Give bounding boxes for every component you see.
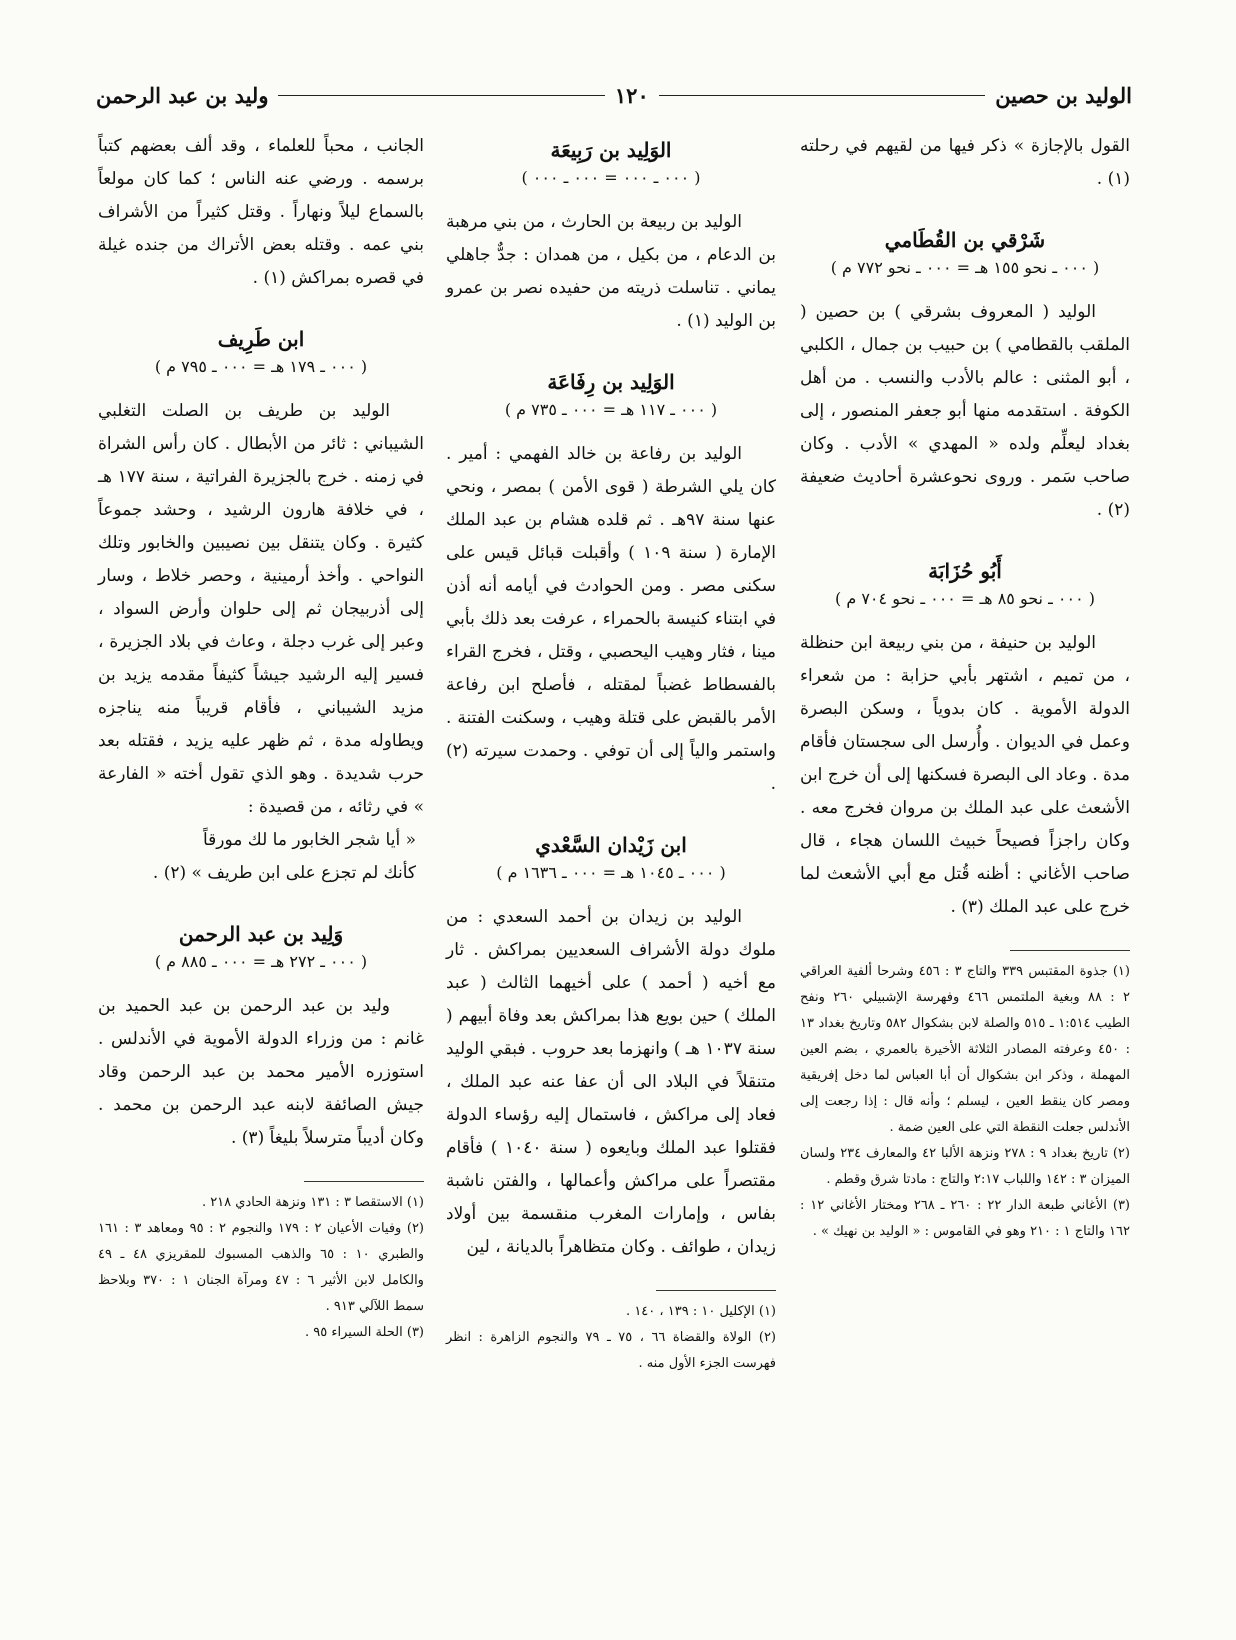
entry-dates: ( ٠٠٠ ـ ٠٠٠ = ٠٠٠ ـ ٠٠٠ ) <box>521 168 701 187</box>
column-left <box>98 130 424 1346</box>
entry-title: شَرْقي بن القُطَامي <box>884 228 1046 252</box>
entry-text: الوليد بن ربيعة بن الحارث ، من بني مرهبة بن الدعام ، من بكيل ، من همدان : جدٌّ جاهلي يماني . تناسلت ذريته من حفيده نصر بن عمرو بن الوليد (١) . <box>446 212 776 331</box>
column-right <box>800 130 1130 1245</box>
running-header <box>96 80 1132 110</box>
footnote: (٢) تاريخ بغداد ٩ : ٢٧٨ ونزهة الألبا ٤٢ والمعارف ٢٣٤ ولسان الميزان ٣ : ١٤٢ واللباب ٢:١٧ والتاج : مادتا شرق وقطم . <box>800 1146 1130 1187</box>
entry-title: الوَلِيد بن رَبِيعَة <box>550 138 672 162</box>
entry-title: ابن زَيْدان السَّعْدي <box>535 833 687 857</box>
poem-verse: « أيا شجر الخابور ما لك مورقاً <box>202 830 416 850</box>
entry-title: ابن طَرِيف <box>217 327 305 351</box>
footnote-separator <box>304 1181 424 1182</box>
entry-dates: ( ٠٠٠ ـ ١١٧ هـ = ٠٠٠ ـ ٧٣٥ م ) <box>504 400 718 419</box>
continuation-text: الجانب ، محباً للعلماء ، وقد ألف بعضهم كتباً برسمه . ورضي عنه الناس ؛ كما كان مولعاً بالسماع ليلاً ونهاراً . وقتل كثيراً من الأشراف بني عمه . وقتله بعض الأتراك من جنده غيلة في قصره بمراكش (١) . <box>98 136 424 288</box>
footnote-separator <box>1010 950 1130 951</box>
footnote-separator <box>656 1290 776 1291</box>
entry-dates: ( ٠٠٠ ـ نحو ٨٥ هـ = ٠٠٠ ـ نحو ٧٠٤ م ) <box>835 589 1095 608</box>
header-rule <box>659 95 985 96</box>
footnote: (٢) الولاة والقضاة ٦٦ ، ٧٥ ـ ٧٩ والنجوم الزاهرة : انظر فهرست الجزء الأول منه . <box>446 1330 776 1371</box>
header-rule <box>278 95 604 96</box>
entry-text: الوليد بن رفاعة بن خالد الفهمي : أمير . كان يلي الشرطة ( قوى الأمن ) بمصر ، ونحي عنها سنة ٩٧هـ . ثم قلده هشام بن عبد الملك الإمارة ( سنة ١٠٩ ) وأقبلت قبائل قيس على سكنى مصر . ومن الحوادث في أيامه أنه أذن في ابتناء كنيسة بالحمراء ، عرفت بعد ذلك بأبي مينا ، فثار وهيب اليحصبي ، وقتل ، فخرج القراء بالفسطاط غضباً لمقتله ، فأصلح ابن رفاعة الأمر بالقبض على قتلة وهيب ، وسكنت الفتنة . واستمر والياً إلى أن توفي . وحمدت سيرته (٢) . <box>446 444 777 794</box>
page-number: ١٢٠ <box>614 82 649 108</box>
footnote: (٢) وفيات الأعيان ٢ : ١٧٩ والنجوم ٢ : ٩٥ ومعاهد ٣ : ١٦١ والطبري ١٠ : ٦٥ والذهب المسبوك للمقريزي ٤٨ ـ ٤٩ والكامل لابن الأثير ٦ : ٤٧ ومرآة الجنان ١ : ٣٧٠ وبلاحظ سمط اللآلي ٩١٣ . <box>98 1221 424 1314</box>
entry-text: الوليد ( المعروف بشرقي ) بن حصين ( الملقب بالقطامي ) بن حبيب بن جمال ، الكلبي ، أبو المثنى : عالم بالأدب والنسب . من أهل الكوفة . استقدمه منها أبو جعفر المنصور ، إلى بغداد ليعلِّم ولده « المهدي » الأدب . وكان صاحب سَمر . وروى نحوعشرة أحاديث ضعيفة (٢) . <box>800 302 1130 520</box>
entry-title: أَبُو حُزَابَة <box>928 559 1002 583</box>
entry-title: الوَلِيد بن رِفَاعَة <box>547 370 675 394</box>
entry-dates: ( ٠٠٠ ـ ١٧٩ هـ = ٠٠٠ ـ ٧٩٥ م ) <box>154 357 368 376</box>
poem-verse: كأنك لم تجزع على ابن طريف » (٢) . <box>152 863 416 883</box>
entry-text: الوليد بن حنيفة ، من بني ربيعة ابن حنظلة ، من تميم ، اشتهر بأبي حزابة : من شعراء الدولة الأموية . كان بدوياً ، وسكن البصرة وعمل في الديوان . وأُرسل الى سجستان فأقام مدة . وعاد الى البصرة فسكنها إلى أن خرج ابن الأشعث على عبد الملك بن مروان فخرج معه . وكان راجزاً فصيحاً خبيث اللسان هجاء ، قال صاحب الأغاني : أظنه قُتل مع أبي الأشعث لما خرج على عبد الملك (٣) . <box>800 633 1130 917</box>
footnote: (١) جذوة المقتبس ٣٣٩ والتاج ٣ : ٤٥٦ وشرحا ألفية العراقي ٢ : ٨٨ وبغية الملتمس ٤٦٦ وفهرسة الإشبيلي ٢٦٠ ونفح الطيب ١:٥١٤ ـ ٥١٥ والصلة لابن بشكوال ٥٨٢ وتاريخ بغداد ١٣ : ٤٥٠ وعرفته المصادر الثلاثة الأخيرة بالعمري ، بضم العين المهملة ، وذكر ابن بشكوال أن أبا العباس لما دخل إفريقية ومصر كان ينقط العين ، ليسلم ؛ وأنه قال : إذا رجعت إلى الأندلس جعلت النقطة التي على العين ضمة . <box>800 964 1131 1135</box>
entry-text: الوليد بن طريف بن الصلت التغلبي الشيباني : ثائر من الأبطال . كان رأس الشراة في زمنه . خرج بالجزيرة الفراتية ، سنة ١٧٧ هـ ، في خلافة هارون الرشيد ، وحشد جموعاً كثيرة . وكان يتنقل بين نصيبين والخابور وتلك النواحي . وأخذ أرمينية ، وحصر خلاط ، وسار إلى أذربيجان ثم إلى حلوان وأرض السواد ، وعبر إلى غرب دجلة ، وعاث في بلاد الجزيرة ، فسير إليه الرشيد جيشاً كثيفاً مقدمه يزيد بن مزيد الشيباني ، فأقام قريباً منه يناجزه ويطاوله مدة ، ثم ظهر عليه يزيد ، فقتله بعد حرب شديدة . وهو الذي تقول أخته « الفارعة » في رثائه ، من قصيدة : <box>98 401 424 817</box>
entry-text: الوليد بن زيدان بن أحمد السعدي : من ملوك دولة الأشراف السعديين بمراكش . ثار مع أخيه ( أحمد ) على أخيهما الثالث ( عبد الملك ) حين بويع هذا بمراكش بعد وفاة أبيهم ( سنة ١٠٣٧ هـ ) وانهزما بعد حروب . فبقي الوليد متنقلاً في البلاد الى أن عفا عنه عبد الملك ، فعاد إلى مراكش ، فاستمال إليه رؤساء الدولة فقتلوا عبد الملك وبايعوه ( سنة ١٠٤٠ ) فأقام مقتصراً على مراكش وأعمالها ، والفتن ناشبة بفاس ، وإمارات المغرب منقسمة بين أولاد زيدان ، طوائف . وكان متظاهراً بالديانة ، لين <box>446 907 776 1257</box>
entry-dates: ( ٠٠٠ ـ ١٠٤٥ هـ = ٠٠٠ ـ ١٦٣٦ م ) <box>496 863 726 882</box>
header-left-title: وليد بن عبد الرحمن <box>95 82 269 108</box>
entry-title: وَلِيد بن عبد الرحمن <box>178 922 344 946</box>
continuation-text: القول بالإجازة » ذكر فيها من لقيهم في رحلته (١) . <box>800 136 1130 189</box>
entry-dates: ( ٠٠٠ ـ ٢٧٢ هـ = ٠٠٠ ـ ٨٨٥ م ) <box>154 952 368 971</box>
footnote: (١) الاستقصا ٣ : ١٣١ ونزهة الحادي ٢١٨ . <box>201 1195 424 1210</box>
entry-text: وليد بن عبد الرحمن بن عبد الحميد بن غانم : من وزراء الدولة الأموية في الأندلس . استوزره الأمير محمد بن عبد الرحمن وقاد جيش الصائفة لابنه عبد الرحمن بن محمد . وكان أديباً مترسلاً بليغاً (٣) . <box>98 996 424 1148</box>
header-right-title: الوليد بن حصين <box>995 82 1132 108</box>
entry-dates: ( ٠٠٠ ـ نحو ١٥٥ هـ = ٠٠٠ ـ نحو ٧٧٢ م ) <box>830 258 1100 277</box>
footnote: (١) الإكليل ١٠ : ١٣٩ ، ١٤٠ . <box>626 1304 776 1319</box>
footnote: (٣) الأغاني طبعة الدار ٢٢ : ٢٦٠ ـ ٢٦٨ ومختار الأغاني ١٢ : ١٦٢ والتاج ١ : ٢١٠ وهو في القاموس : « الوليد بن نهيك » . <box>800 1198 1130 1239</box>
column-middle <box>446 130 776 1377</box>
footnote: (٣) الحلة السيراء ٩٥ . <box>305 1325 424 1340</box>
